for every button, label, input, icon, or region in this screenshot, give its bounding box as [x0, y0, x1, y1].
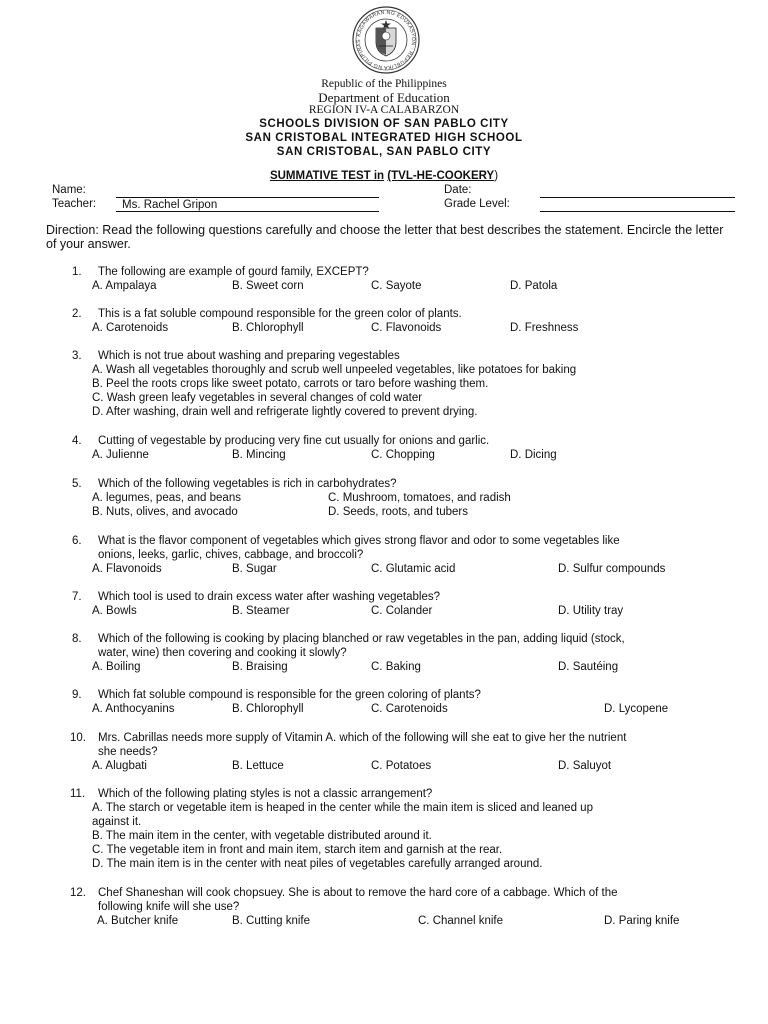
question-11	[72, 787, 732, 873]
option-c[interactable]: C. The vegetable item in front and main item, starch item and garnish at the rear.	[92, 844, 503, 856]
question-stem: Which is not true about washing and preparing vegestables	[98, 350, 400, 362]
option-c[interactable]: C. Potatoes	[371, 760, 432, 772]
option-b[interactable]: B. Sugar	[232, 563, 277, 575]
question-number: 12.	[70, 887, 86, 899]
question-stem: Which of the following vegetables is rich in carbohydrates?	[98, 478, 397, 490]
header-address: SAN CRISTOBAL, SAN PABLO CITY	[276, 146, 492, 158]
option-b[interactable]: B. Nuts, olives, and avocado	[92, 506, 238, 518]
title-main: SUMMATIVE TEST in	[269, 170, 385, 182]
question-stem: What is the flavor component of vegetables which gives strong flavor and odor to some vegetables like	[98, 535, 620, 547]
question-stem: Cutting of vegestable by producing very fine cut usually for onions and garlic.	[98, 435, 490, 447]
question-stem-continued: water, wine) then covering and cooking it slowly?	[98, 647, 347, 659]
option-b[interactable]: B. Peel the roots crops like sweet potato, carrots or taro before washing them.	[92, 378, 489, 390]
option-b[interactable]: B. Cutting knife	[232, 915, 310, 927]
question-stem: Mrs. Cabrillas needs more supply of Vitamin A. which of the following will she eat to give her the nutrient	[98, 732, 627, 744]
question-8	[72, 632, 732, 676]
question-2	[72, 307, 732, 337]
question-number: 8.	[72, 633, 82, 645]
option-a[interactable]: A. Alugbati	[92, 760, 147, 772]
question-4	[72, 434, 732, 464]
option-d[interactable]: D. Freshness	[510, 322, 579, 334]
svg-text:KAGAWARAN NG EDUKASYON · REPUB: KAGAWARAN NG EDUKASYON · REPUBLIKA NG PILIPINAS	[355, 9, 417, 71]
option-a[interactable]: A. legumes, peas, and beans	[92, 492, 241, 504]
question-12	[72, 886, 732, 930]
option-d[interactable]: D. Utility tray	[558, 605, 624, 617]
option-b[interactable]: B. Lettuce	[232, 760, 284, 772]
option-c[interactable]: C. Channel knife	[418, 915, 504, 927]
date-field[interactable]	[540, 185, 735, 198]
test-title	[0, 170, 768, 182]
question-10	[72, 731, 732, 775]
option-d[interactable]: D. Dicing	[510, 449, 557, 461]
option-a[interactable]: A. The starch or vegetable item is heaped in the center while the main item is sliced and leaned up	[92, 802, 593, 814]
teacher-field[interactable]	[116, 199, 379, 212]
option-b[interactable]: B. Chlorophyll	[232, 322, 304, 334]
deped-seal-logo	[352, 6, 420, 74]
question-stem: This is a fat soluble compound responsible for the green color of plants.	[98, 308, 462, 320]
option-a[interactable]: A. Ampalaya	[92, 280, 157, 292]
option-d[interactable]: D. Saluyot	[558, 760, 612, 772]
grade-level-label: Grade Level:	[444, 198, 510, 210]
option-a[interactable]: A. Carotenoids	[92, 322, 169, 334]
question-number: 3.	[72, 350, 82, 362]
question-number: 11.	[70, 788, 86, 800]
question-stem-continued: following knife will she use?	[98, 901, 240, 913]
option-b[interactable]: B. Steamer	[232, 605, 290, 617]
option-c[interactable]: C. Colander	[371, 605, 433, 617]
question-5	[72, 477, 732, 521]
question-7	[72, 590, 732, 620]
option-c[interactable]: C. Carotenoids	[371, 703, 448, 715]
option-a[interactable]: A. Julienne	[92, 449, 149, 461]
option-c[interactable]: C. Flavonoids	[371, 322, 442, 334]
question-stem-continued: she needs?	[98, 746, 158, 758]
date-label: Date:	[444, 184, 472, 196]
header-republic: Republic of the Philippines	[321, 78, 447, 90]
question-6	[72, 534, 732, 578]
option-a[interactable]: A. Boiling	[92, 661, 141, 673]
teacher-value: Ms. Rachel Gripon	[122, 199, 218, 211]
question-stem: Which tool is used to drain excess water after washing vegetables?	[98, 591, 440, 603]
teacher-label: Teacher:	[52, 198, 97, 210]
option-b[interactable]: B. Chlorophyll	[232, 703, 304, 715]
header-school: SAN CRISTOBAL INTEGRATED HIGH SCHOOL	[245, 132, 523, 144]
grade-level-field[interactable]	[540, 199, 735, 212]
title-subject: (TVL-HE-COOKERY	[387, 170, 495, 182]
question-stem: The following are example of gourd family, EXCEPT?	[98, 266, 369, 278]
option-d[interactable]: D. Lycopene	[604, 703, 669, 715]
option-d[interactable]: D. The main item is in the center with neat piles of vegetables carefully arranged around.	[92, 858, 543, 870]
question-stem: Chef Shaneshan will cook chopsuey. She is about to remove the hard core of a cabbage. Which of the	[98, 887, 618, 899]
option-b[interactable]: B. Braising	[232, 661, 288, 673]
option-c[interactable]: C. Baking	[371, 661, 421, 673]
option-a[interactable]: A. Wash all vegetables thoroughly and scrub well unpeeled vegetables, like potatoes for baking	[92, 364, 577, 376]
option-b[interactable]: B. Mincing	[232, 449, 286, 461]
option-d[interactable]: D. Patola	[510, 280, 558, 292]
option-d[interactable]: D. After washing, drain well and refrigerate lightly covered to prevent drying.	[92, 406, 478, 418]
question-number: 6.	[72, 535, 82, 547]
header-department: Department of Education	[318, 90, 450, 105]
question-number: 2.	[72, 308, 82, 320]
title-close: )	[494, 170, 499, 182]
question-number: 5.	[72, 478, 82, 490]
question-1	[72, 265, 732, 295]
option-d[interactable]: D. Sautéing	[558, 661, 619, 673]
question-stem: Which fat soluble compound is responsible for the green coloring of plants?	[98, 689, 481, 701]
question-stem: Which of the following is cooking by placing blanched or raw vegetables in the pan, adding liquid (stock,	[98, 633, 625, 645]
header-region: REGION IV-A CALABARZON	[308, 104, 460, 116]
question-number: 9.	[72, 689, 82, 701]
option-c[interactable]: C. Chopping	[371, 449, 435, 461]
question-number: 1.	[72, 266, 82, 278]
option-c[interactable]: C. Mushroom, tomatoes, and radish	[328, 492, 511, 504]
question-3	[72, 349, 732, 421]
option-a[interactable]: A. Butcher knife	[97, 915, 179, 927]
name-field[interactable]	[116, 185, 379, 198]
option-c[interactable]: C. Wash green leafy vegetables in several changes of cold water	[92, 392, 423, 404]
question-number: 4.	[72, 435, 82, 447]
option-a[interactable]: A. Anthocyanins	[92, 703, 175, 715]
name-label: Name:	[52, 184, 86, 196]
direction-text: Direction: Read the following questions carefully and choose the letter that best describes the statement. Encircle the letter of your answer.	[46, 223, 724, 251]
option-a-continued[interactable]: against it.	[92, 816, 142, 828]
question-number: 7.	[72, 591, 82, 603]
option-a[interactable]: A. Bowls	[92, 605, 137, 617]
question-stem-continued: onions, leeks, garlic, chives, cabbage, and broccoli?	[98, 549, 364, 561]
option-d[interactable]: D. Sulfur compounds	[558, 563, 666, 575]
option-b[interactable]: B. Sweet corn	[232, 280, 304, 292]
option-d[interactable]: D. Seeds, roots, and tubers	[328, 506, 468, 518]
question-9	[72, 688, 732, 718]
option-b[interactable]: B. The main item in the center, with vegetable distributed around it.	[92, 830, 432, 842]
question-stem: Which of the following plating styles is not a classic arrangement?	[98, 788, 433, 800]
question-number: 10.	[70, 732, 86, 744]
header-division: SCHOOLS DIVISION OF SAN PABLO CITY	[259, 118, 509, 130]
option-d[interactable]: D. Paring knife	[604, 915, 680, 927]
option-a[interactable]: A. Flavonoids	[92, 563, 162, 575]
option-c[interactable]: C. Glutamic acid	[371, 563, 456, 575]
option-c[interactable]: C. Sayote	[371, 280, 422, 292]
